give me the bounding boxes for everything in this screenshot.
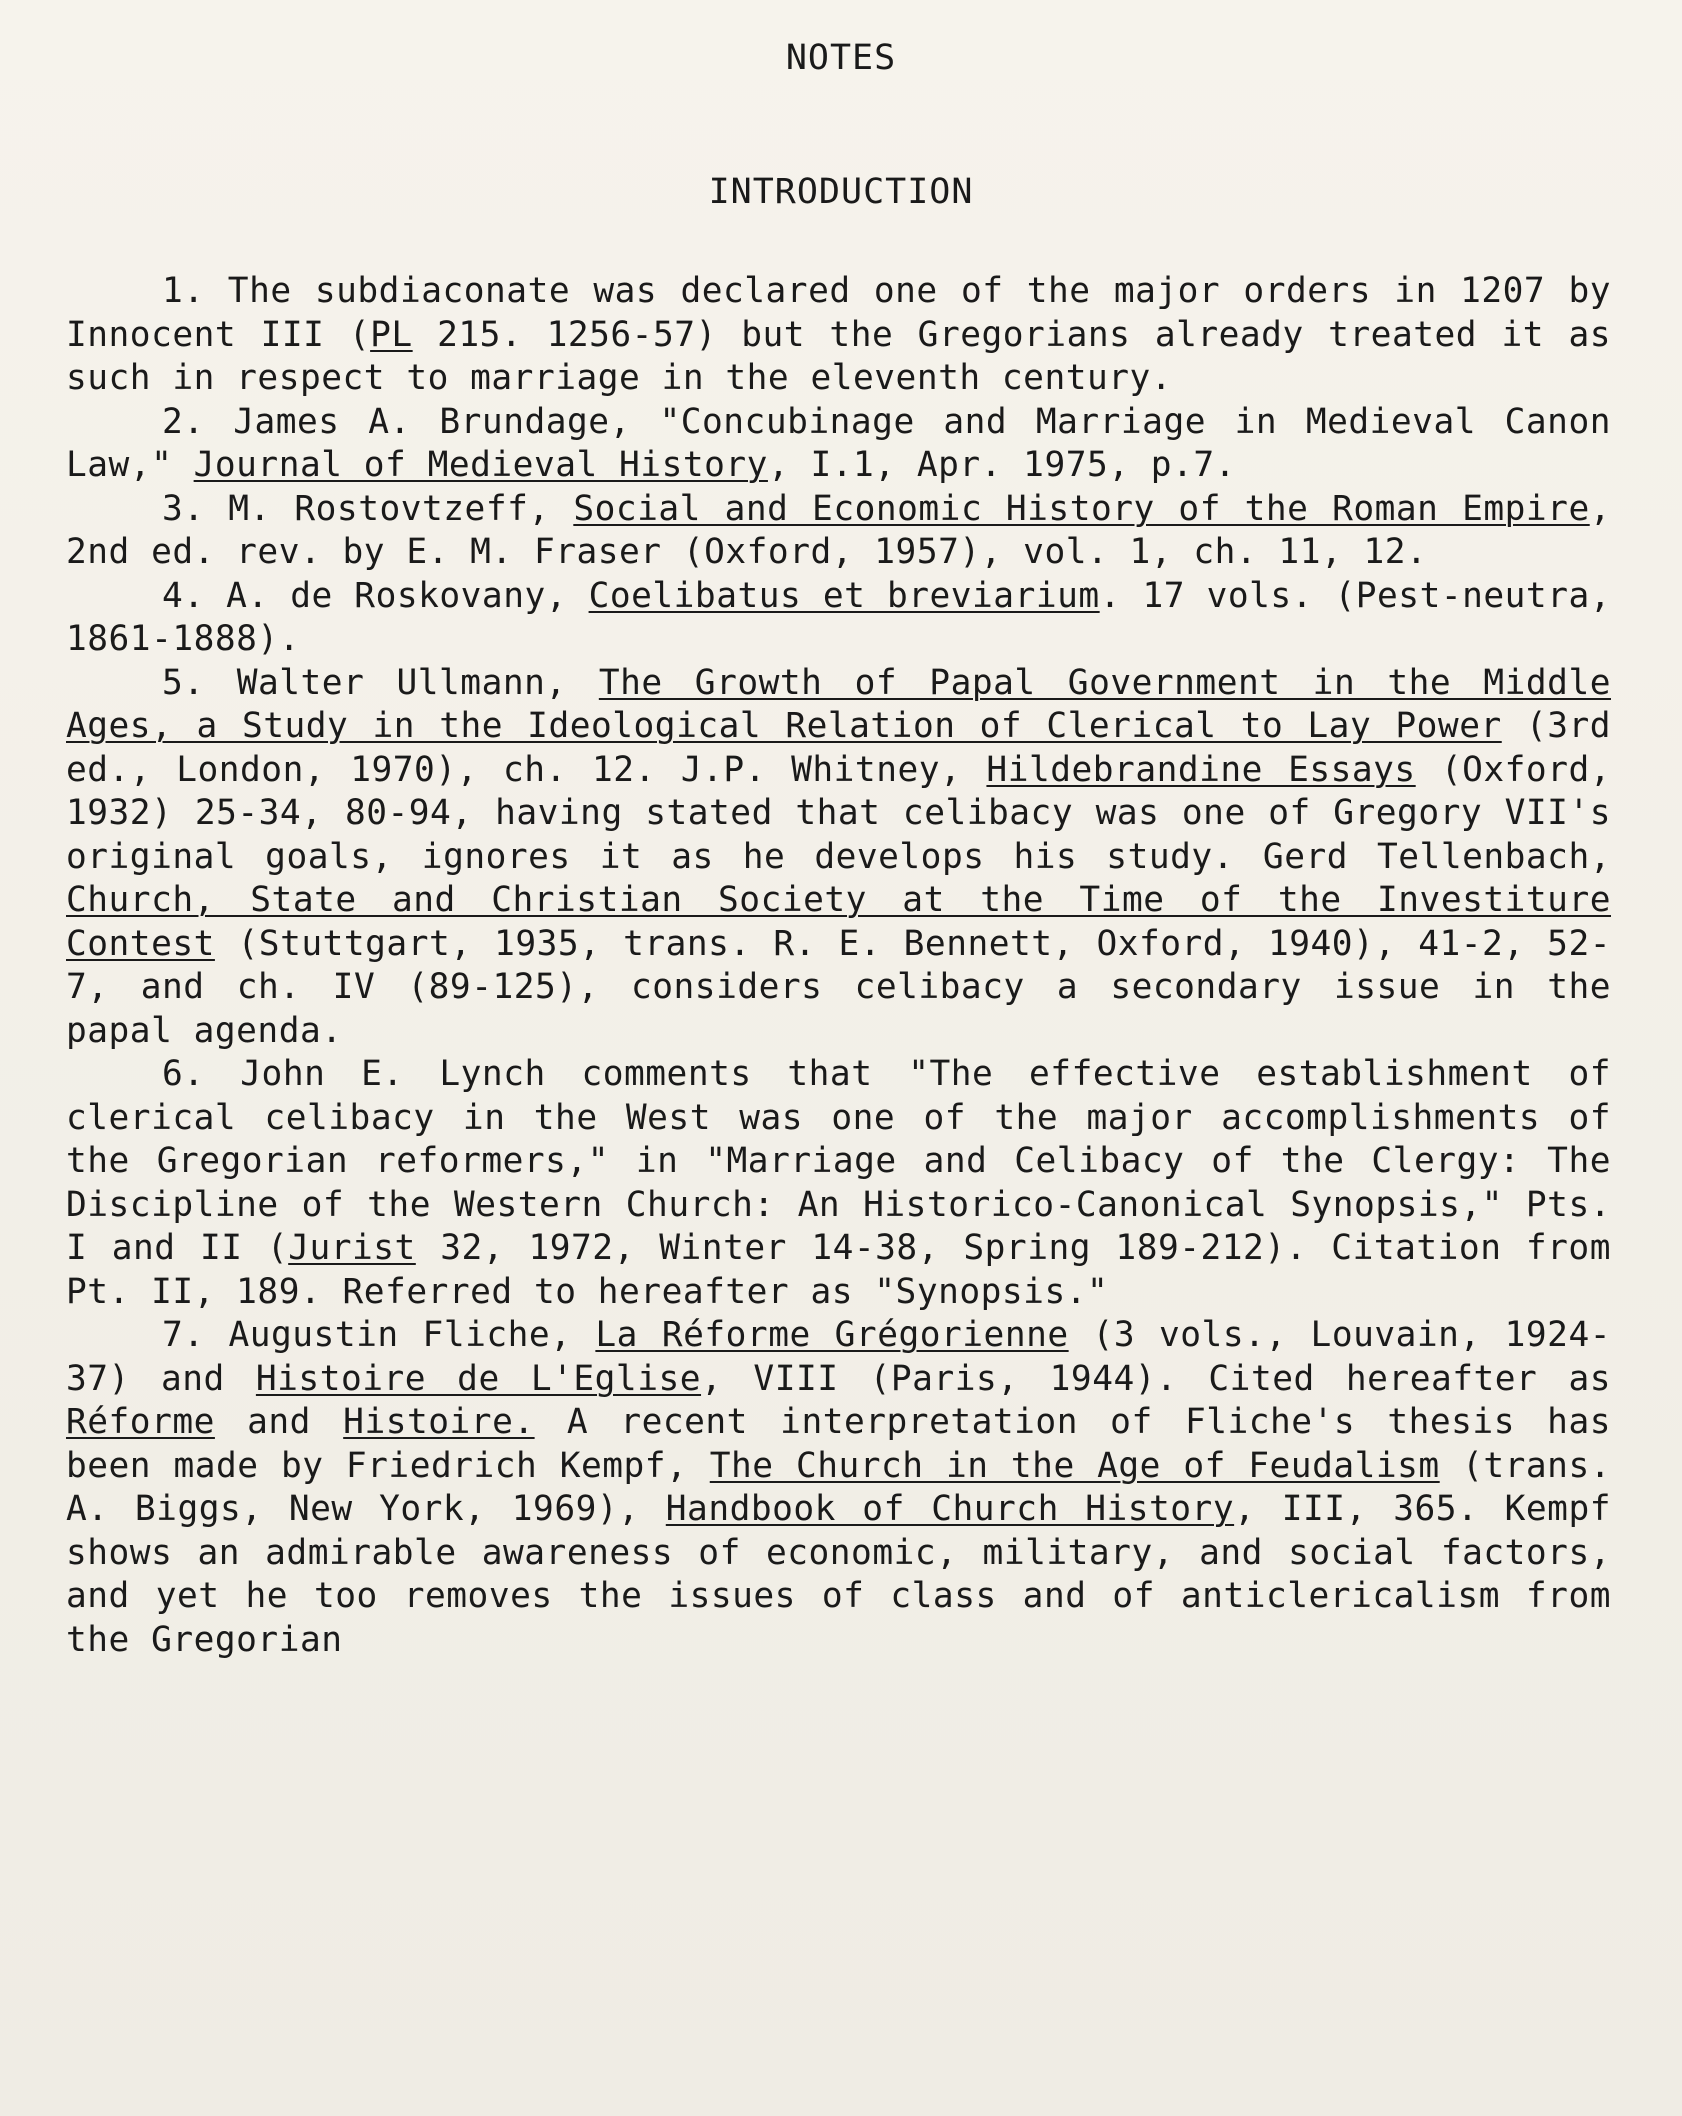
note-text: John E. Lynch comments that "The effective establishment of clerical celibacy in the West was one of the major accomplishments of the Gregorian reformers," in "Marriage and Celibacy of the Clergy: The Discipline of the Western Church: An Historico-Canonical Synopsis," Pts. I and II ( [66,1054,1611,1268]
note-text: (Oxford, 1932) 25-34, 80-94, having stated that celibacy was one of Gregory VII's original goals, ignores it as he develops his study. Gerd Tellenbach, [66,749,1612,877]
note-text: , III, 365. Kempf shows an admirable awareness of economic, military, and social factors, and yet he too removes the issues of class and of anticlericalism from the Gregorian [66,1489,1611,1660]
footnote-5 [66,662,1611,1054]
cited-title: La Réforme Grégorienne [595,1315,1069,1355]
cited-title: Hildebrandine Essays [986,749,1416,790]
footnote-6 [66,1053,1611,1314]
note-text: (3rd ed., London, 1970), ch. 12. J.P. Whitney, [66,706,1612,790]
note-text: M. Rostovtzeff, [204,488,574,529]
footnote-number: 4. [162,575,205,616]
note-text: A recent interpretation of Fliche's thesis has been made by Friedrich Kempf, [66,1402,1611,1486]
note-text: James A. Brundage, "Concubinage and Marriage in Medieval Canon Law," [66,401,1611,485]
cited-title: Histoire de L'Eglise [255,1358,702,1399]
note-text: The subdiaconate was declared one of the major orders in 1207 by Innocent III ( [66,271,1611,355]
footnote-2 [66,401,1611,488]
note-text: and [214,1402,344,1442]
page-heading: NOTES [785,38,897,78]
footnote-1 [66,270,1611,401]
cited-title: PL [370,314,413,355]
footnote-number: 2. [162,401,205,442]
footnote-number: 5. [162,662,205,703]
cited-title: Jurist [288,1228,416,1268]
cited-title: Journal of Medieval History [193,445,768,485]
cited-title: Coelibatus et breviarium [588,575,1100,616]
note-text: , 2nd ed. rev. by E. M. Fraser (Oxford, 1957), vol. 1, ch. 11, 12. [66,488,1611,572]
footnote-3 [66,488,1611,575]
cited-title: Handbook of Church History [665,1489,1235,1529]
note-text: 32, 1972, Winter 14-38, Spring 189-212). Citation from Pt. II, 189. Referred to hereafter as "Synopsis." [66,1228,1611,1312]
cited-title: Histoire. [343,1402,535,1442]
cited-title: Réforme [66,1402,215,1442]
cited-title: Social and Economic History of the Roman Empire [573,488,1590,529]
footnote-number: 3. [162,488,205,529]
notes-list [66,270,1611,1662]
note-text: Walter Ullmann, [204,662,599,703]
footnote-number: 6. [162,1054,205,1094]
footnote-number: 7. [162,1315,205,1355]
note-text: , VIII (Paris, 1944). Cited hereafter as [701,1358,1611,1399]
footnote-4 [66,575,1611,662]
cited-title: Church, State and Christian Society at the Time of the Investiture Contest [66,880,1611,964]
cited-title: The Growth of Papal Government in the Middle Ages, a Study in the Ideological Relation of Clerical to Lay Power [66,662,1611,746]
footnote-number: 1. [162,271,205,311]
note-text: Augustin Fliche, [204,1315,596,1355]
note-text: (trans. A. Biggs, New York, 1969), [66,1445,1611,1529]
note-text: 215. 1256-57) but the Gregorians already treated it as such in respect to marriage in the eleventh century. [66,314,1611,398]
footnote-7 [66,1314,1611,1662]
note-text: A. de Roskovany, [204,575,589,616]
note-text: . 17 vols. (Pest-neutra, 1861-1888). [66,575,1612,659]
section-heading: INTRODUCTION [708,172,974,212]
note-text: (Stuttgart, 1935, trans. R. E. Bennett, Oxford, 1940), 41-2, 52-7, and ch. IV (89-125), considers celibacy a secondary issue in the papal agenda. [66,923,1611,1051]
note-text: (3 vols., Louvain, 1924-37) and [66,1315,1611,1399]
note-text: , I.1, Apr. 1975, p.7. [767,445,1236,485]
cited-title: The Church in the Age of Feudalism [709,1445,1440,1486]
